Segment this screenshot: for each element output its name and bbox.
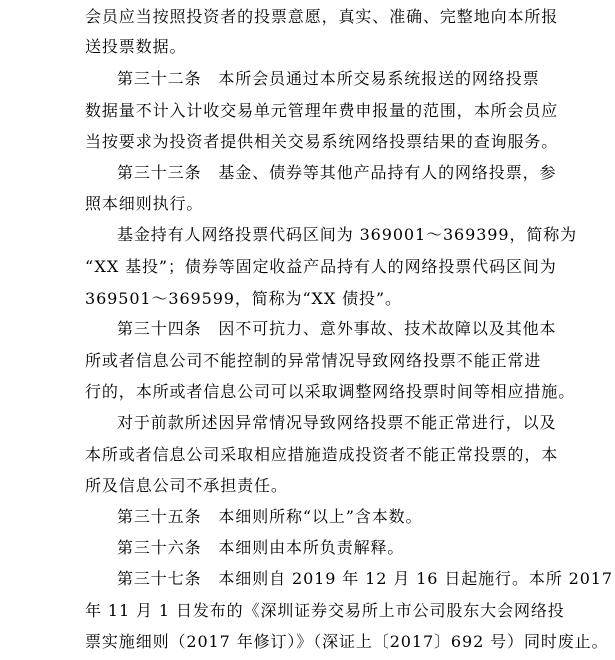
text-line: 当按要求为投资者提供相关交易系统网络投票结果的查询服务。 [85, 132, 559, 151]
text-line: 送投票数据。 [85, 37, 187, 56]
text-line: 会员应当按照投资者的投票意愿，真实、准确、完整地向本所报 [85, 7, 559, 26]
text-line: 所及信息公司不承担责任。 [85, 476, 288, 495]
article-35-line: 第三十五条 本细则所称“以上”含本数。 [117, 507, 423, 526]
text-line: 所或者信息公司不能控制的异常情况导致网络投票不能正常进 [85, 351, 542, 370]
article-36-line: 第三十六条 本细则由本所负责解释。 [117, 538, 405, 557]
text-line: 对于前款所述因异常情况导致网络投票不能正常进行，以及 [117, 413, 557, 432]
text-line: “XX 基投”；债券等固定收益产品持有人的网络投票代码区间为 [85, 257, 557, 276]
text-line: 本所或者信息公司采取相应措施造成投资者不能正常投票的，本 [85, 445, 559, 464]
article-34-heading-line: 第三十四条 因不可抗力、意外事故、技术故障以及其他本 [117, 319, 557, 338]
article-32-heading-line: 第三十二条 本所会员通过本所交易系统报送的网络投票 [117, 69, 540, 88]
article-33-heading-line: 第三十三条 基金、债券等其他产品持有人的网络投票，参 [117, 163, 557, 182]
text-line: 369501～369599，简称为“XX 债投”。 [85, 289, 402, 308]
article-37-heading-line: 第三十七条 本细则自 2019 年 12 月 16 日起施行。本所 2017 [117, 569, 613, 588]
text-line: 照本细则执行。 [85, 194, 204, 213]
text-line: 数据量不计入计收交易单元管理年费申报量的范围，本所会员应 [85, 101, 559, 120]
text-line: 行的，本所或者信息公司可以采取调整网络投票时间等相应措施。 [85, 382, 576, 401]
text-line: 基金持有人网络投票代码区间为 369001～369399，简称为 [117, 225, 578, 244]
text-line: 年 11 月 1 日发布的《深圳证券交易所上市公司股东大会网络投 [85, 601, 565, 620]
text-line: 票实施细则（2017 年修订）》（深证上〔2017〕692 号）同时废止。 [85, 632, 609, 651]
